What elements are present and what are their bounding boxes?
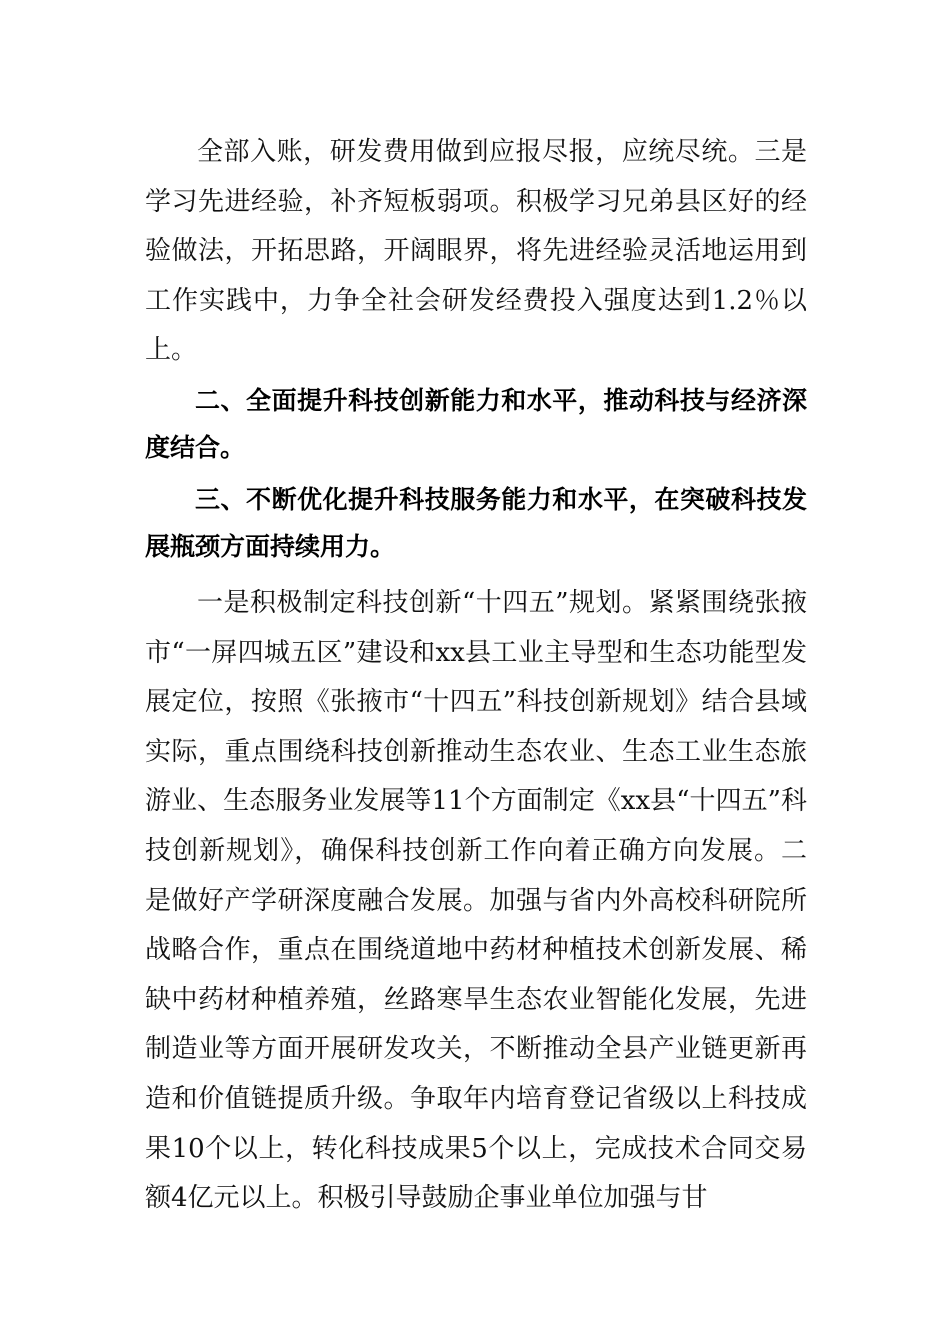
section-heading-two: 二、全面提升科技创新能力和水平，推动科技与经济深度结合。 [145,386,807,462]
body-paragraph-funding: 全部入账，研发费用做到应报尽报，应统尽统。三是学习先进经验，补齐短板弱项。积极学习兄弟县区好的经验做法，开拓思路，开阔眼界，将先进经验灵活地运用到工作实践中，力争全社会研发经费投入强度达到1.2％以上。 [145,137,807,366]
section-heading-three: 三、不断优化提升科技服务能力和水平，在突破科技发展瓶颈方面持续用力。 [145,485,807,561]
body-paragraph-planning: 一是积极制定科技创新“十四五”规划。紧紧围绕张掖市“一屏四城五区”建设和xx县工业主导型和生态功能型发展定位，按照《张掖市“十四五”科技创新规划》结合县域实际，重点围绕科技创新推动生态农业、生态工业生态旅游业、生态服务业发展等11个方面制定《xx县“十四五”科技创新规划》，确保科技创新工作向着正确方向发展。二是做好产学研深度融合发展。加强与省内外高校科研院所战略合作，重点在围绕道地中药材种植技术创新发展、稀缺中药材种植养殖，丝路寒旱生态农业智能化发展，先进制造业等方面开展研发攻关，不断推动全县产业链更新再造和价值链提质升级。争取年内培育登记省级以上科技成果10个以上，转化科技成果5个以上，完成技术合同交易额4亿元以上。积极引导鼓励企事业单位加强与甘 [145,588,807,1214]
